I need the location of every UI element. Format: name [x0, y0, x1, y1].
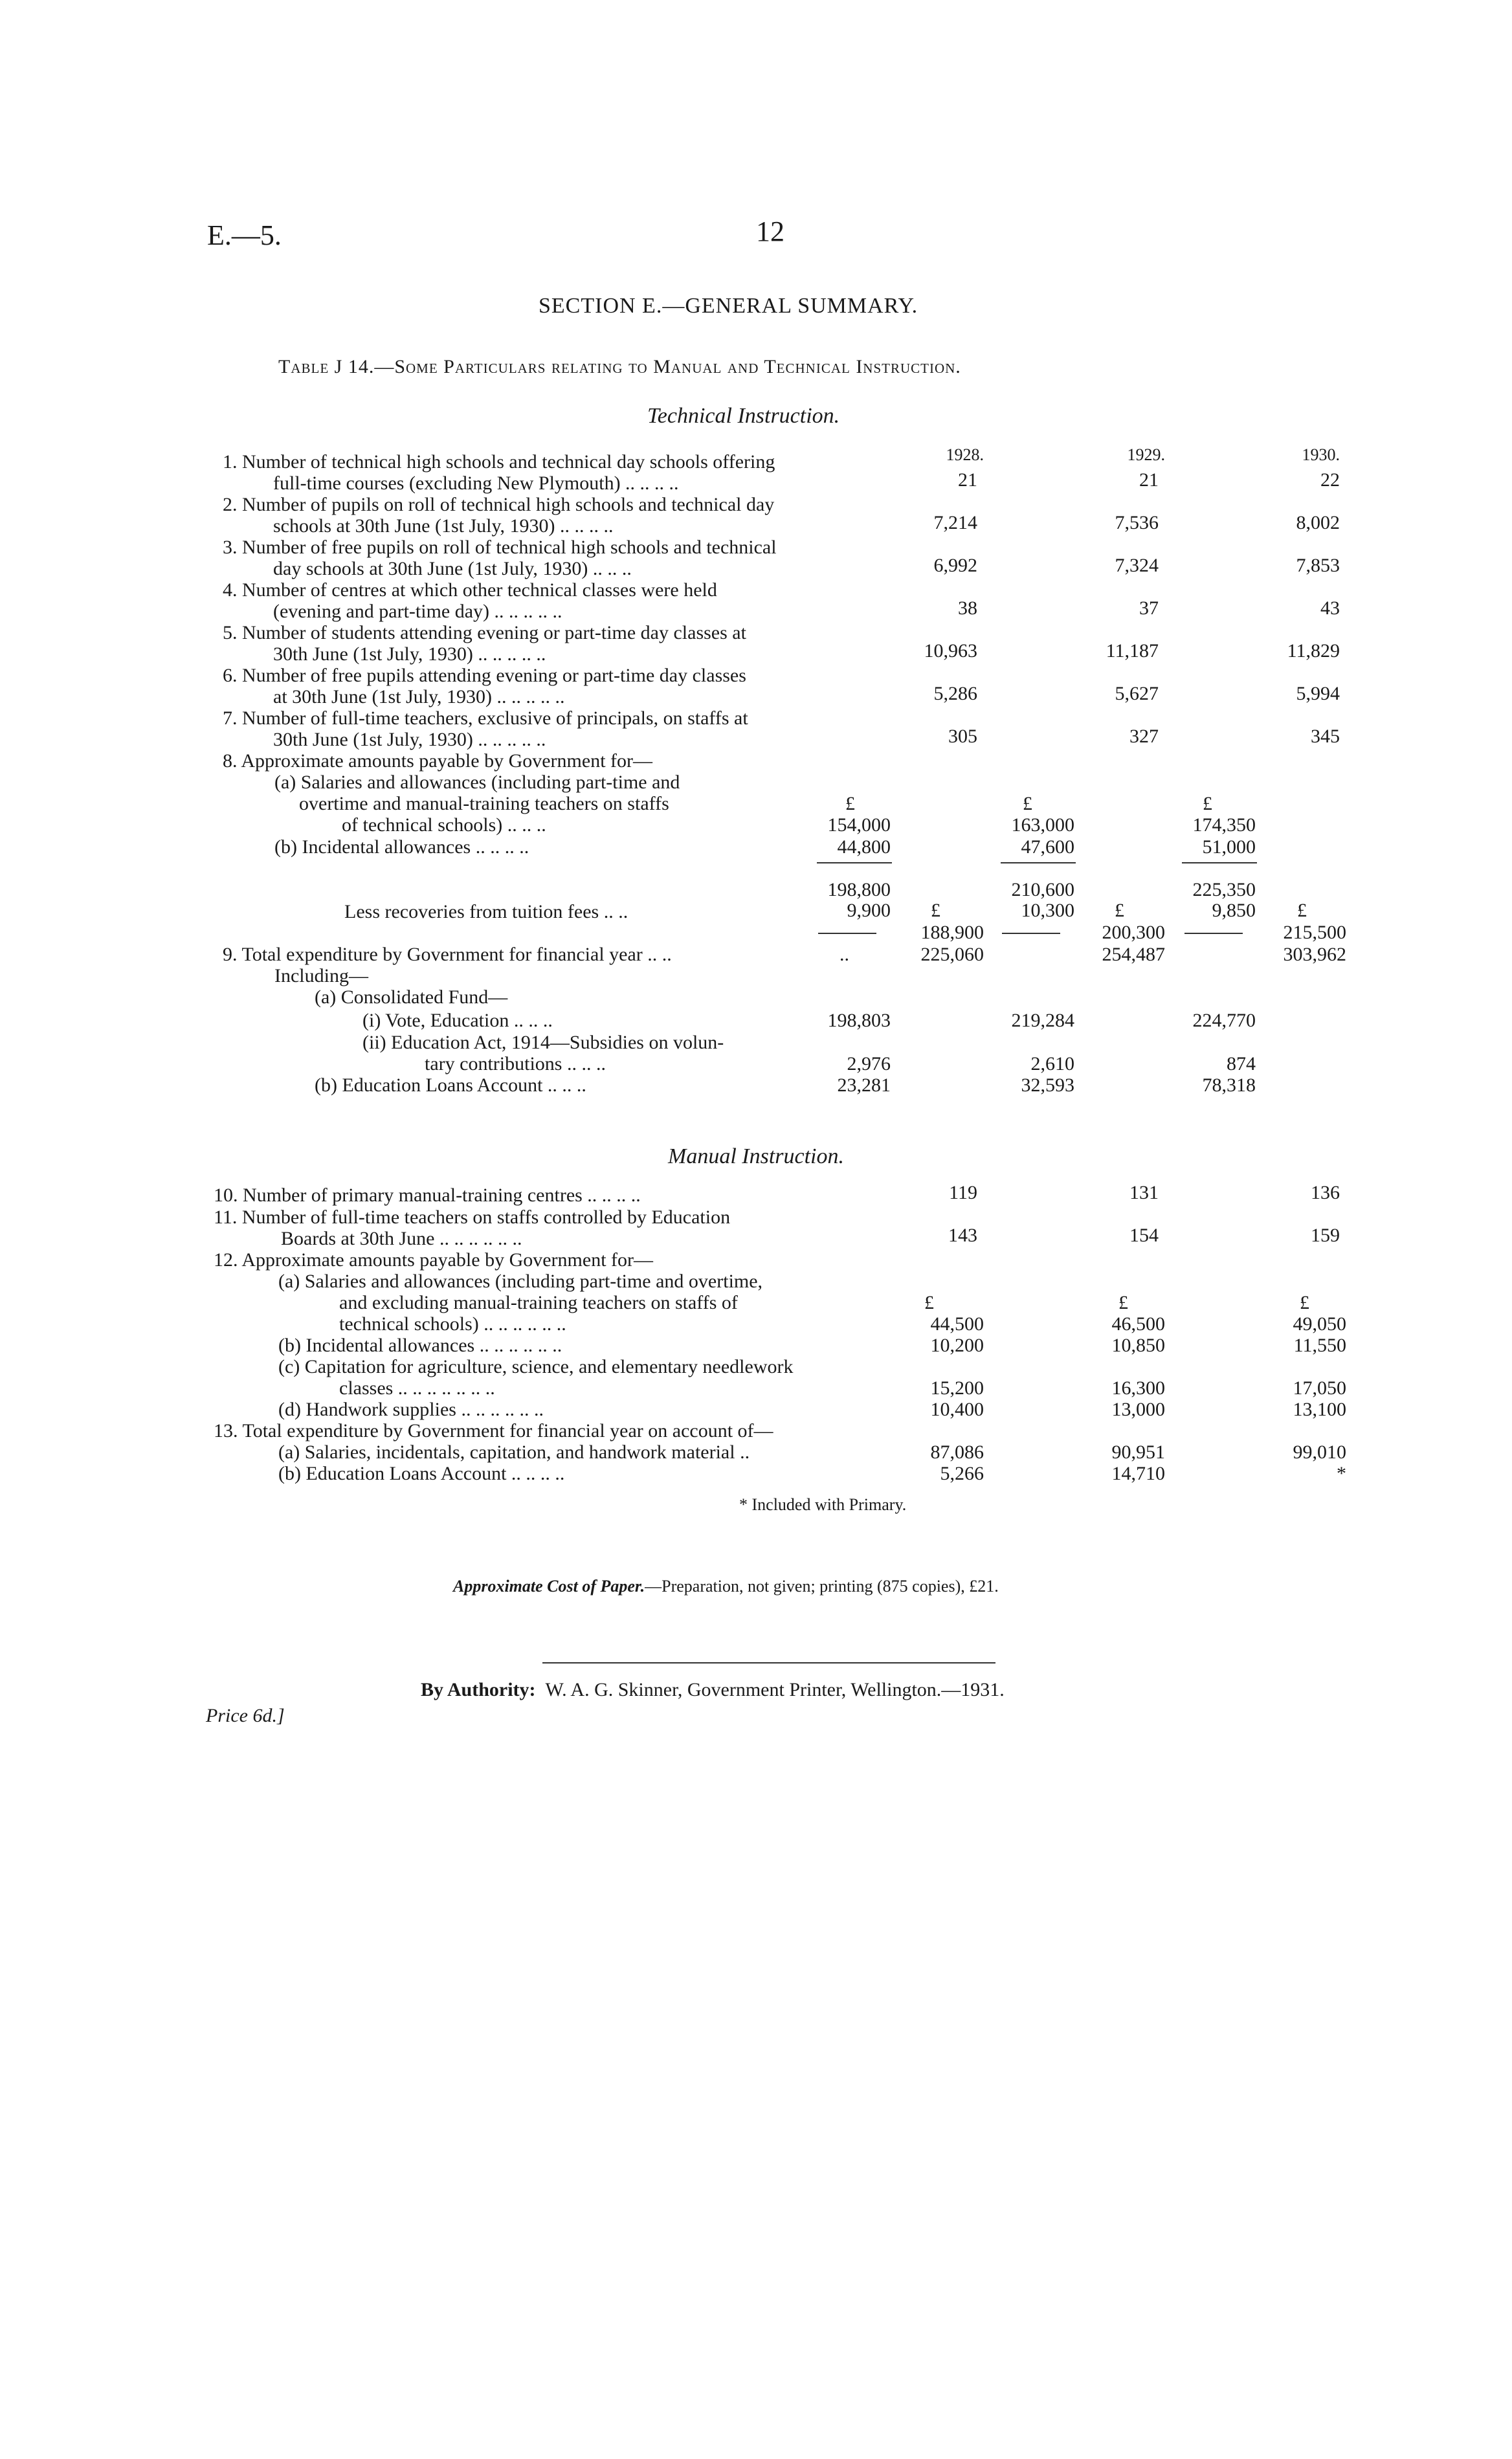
pound-sign-1929: £ [1118, 1292, 1128, 1313]
value-1929: 21 [1139, 469, 1159, 491]
value-1930: 22 [1320, 469, 1340, 491]
pound-sign-1929: £ [1023, 793, 1032, 814]
value-1930: 8,002 [1296, 512, 1340, 533]
value-1929: 11,187 [1106, 640, 1159, 662]
pound-sign-1930: £ [1300, 1292, 1309, 1313]
item-12a-line2: and excluding manual-training teachers on staffs of [339, 1292, 738, 1313]
table-title: Table J 14.—Some Particulars relating to Manual and Technical Instruction. [278, 356, 961, 377]
row-label: 3. Number of free pupils on roll of technical high schools and technical [223, 537, 777, 558]
item-8a-1930: 174,350 [1192, 814, 1256, 836]
page-number: 12 [756, 216, 784, 247]
value-1930: 159 [1311, 1225, 1340, 1246]
vote-education-1928: 198,803 [827, 1010, 891, 1031]
item-12c-1928: 15,200 [930, 1377, 984, 1399]
item-13a-1930: 99,010 [1293, 1441, 1346, 1463]
item-12b-1928: 10,200 [930, 1335, 984, 1356]
value-1929: 5,627 [1115, 683, 1159, 704]
cost-note [453, 1577, 999, 1596]
section-title: SECTION E.—GENERAL SUMMARY. [539, 294, 918, 318]
item-12b-1929: 10,850 [1111, 1335, 1165, 1356]
row-label-cont: day schools at 30th June (1st July, 1930) .. .. .. [273, 558, 632, 579]
net-1929: 200,300 [1102, 922, 1165, 943]
value-1928: 119 [949, 1182, 977, 1203]
item-13a-1928: 87,086 [930, 1441, 984, 1463]
authority-label: By Authority: [421, 1679, 536, 1700]
net-dash-1930 [1184, 933, 1243, 934]
row-label-cont: 30th June (1st July, 1930) .. .. .. .. .. [273, 643, 546, 665]
education-act-1928: 2,976 [847, 1053, 891, 1074]
item-12d-1930: 13,100 [1293, 1399, 1346, 1420]
education-act-line1: (ii) Education Act, 1914—Subsidies on volun- [362, 1032, 724, 1053]
vote-education-1929: 219,284 [1011, 1010, 1074, 1031]
item-12-label: 12. Approximate amounts payable by Government for— [214, 1249, 654, 1271]
value-1930: 345 [1311, 726, 1340, 747]
item-8a-line3: of technical schools) .. .. .. [342, 814, 546, 836]
pound-sign-net-1929: £ [1115, 900, 1124, 921]
authority-line [421, 1679, 1005, 1701]
cost-note-label: Approximate Cost of Paper. [453, 1577, 645, 1596]
value-1928: 21 [958, 469, 977, 491]
item-8a-line1: (a) Salaries and allowances (including part-time and [274, 772, 680, 793]
footnote: * Included with Primary. [739, 1495, 907, 1514]
subtotal-rule-1928 [817, 862, 892, 863]
item-13a-line: (a) Salaries, incidentals, capitation, and handwork material .. [278, 1441, 750, 1463]
value-1928: 5,286 [933, 683, 977, 704]
value-1929: 7,324 [1115, 555, 1159, 576]
consolidated-fund-label: (a) Consolidated Fund— [315, 986, 508, 1008]
item-12d-1928: 10,400 [930, 1399, 984, 1420]
row-label: 7. Number of full-time teachers, exclusive of principals, on staffs at [223, 707, 748, 729]
row-label: 6. Number of free pupils attending evening or part-time day classes [223, 665, 746, 686]
education-act-1930: 874 [1227, 1053, 1256, 1074]
value-1930: 11,829 [1287, 640, 1340, 662]
subtotal-1928: 198,800 [827, 879, 891, 900]
price: Price 6d.] [206, 1705, 285, 1726]
item-8a-1928: 154,000 [827, 814, 891, 836]
value-1928: 10,963 [924, 640, 977, 662]
item-12b-1930: 11,550 [1293, 1335, 1346, 1356]
item-8a-1929: 163,000 [1011, 814, 1074, 836]
vote-education-1930: 224,770 [1192, 1010, 1256, 1031]
value-1929: 131 [1129, 1182, 1159, 1203]
less-recoveries-1930: 9,850 [1212, 900, 1256, 921]
value-1930: 5,994 [1296, 683, 1340, 704]
value-1929: 327 [1129, 726, 1159, 747]
loans-account-1929: 32,593 [1021, 1074, 1074, 1096]
net-dash-1929 [1002, 933, 1060, 934]
less-recoveries-1929: 10,300 [1021, 900, 1074, 921]
item-12a-1930: 49,050 [1293, 1313, 1346, 1335]
subtotal-rule-1930 [1182, 862, 1257, 863]
row-label: 1. Number of technical high schools and technical day schools offering [223, 451, 775, 473]
cost-note-text: —Preparation, not given; printing (875 copies), £21. [645, 1577, 999, 1596]
row-label-cont: full-time courses (excluding New Plymouth) .. .. .. .. [273, 473, 679, 494]
less-recoveries-label: Less recoveries from tuition fees .. .. [344, 901, 628, 922]
net-dash-1928 [818, 933, 876, 934]
item-9-label: 9. Total expenditure by Government for financial year .. .. [223, 944, 672, 965]
item-13a-1929: 90,951 [1111, 1441, 1165, 1463]
item-13-label: 13. Total expenditure by Government for financial year on account of— [214, 1420, 773, 1441]
row-label-cont: Boards at 30th June .. .. .. .. .. .. [281, 1228, 522, 1249]
value-1929: 154 [1129, 1225, 1159, 1246]
pound-sign-1930: £ [1203, 793, 1212, 814]
loans-account-1930: 78,318 [1202, 1074, 1256, 1096]
value-1928: 143 [948, 1225, 977, 1246]
item-13b-1930: * [1337, 1463, 1346, 1484]
total-1930: 303,962 [1283, 944, 1346, 965]
item-8b-line: (b) Incidental allowances .. .. .. .. [274, 836, 529, 858]
value-1930: 136 [1311, 1182, 1340, 1203]
item-13b-1929: 14,710 [1111, 1463, 1165, 1484]
education-act-line2: tary contributions .. .. .. [425, 1053, 606, 1074]
pound-sign-1928: £ [845, 793, 855, 814]
item-12a-line1: (a) Salaries and allowances (including part-time and overtime, [278, 1271, 763, 1292]
item-13b-line: (b) Education Loans Account .. .. .. .. [278, 1463, 565, 1484]
education-act-1929: 2,610 [1030, 1053, 1074, 1074]
year-1929-heading: 1929. [1127, 445, 1165, 464]
row-label-cont: schools at 30th June (1st July, 1930) .. .. .. .. [273, 515, 614, 537]
total-1928: 225,060 [920, 944, 984, 965]
pound-sign-1928: £ [924, 1292, 934, 1313]
value-1930: 43 [1320, 597, 1340, 619]
row-label-cont: (evening and part-time day) .. .. .. .. .. [273, 601, 562, 622]
row-label: 11. Number of full-time teachers on staffs controlled by Education [214, 1207, 731, 1228]
leader-dots: .. [839, 944, 849, 965]
authority-text: W. A. G. Skinner, Government Printer, Wellington.—1931. [545, 1679, 1005, 1700]
row-label-cont: at 30th June (1st July, 1930) .. .. .. .. .. [273, 686, 565, 707]
item-12a-1928: 44,500 [930, 1313, 984, 1335]
item-8b-1930: 51,000 [1202, 836, 1256, 858]
subtotal-rule-1929 [1001, 862, 1076, 863]
value-1930: 7,853 [1296, 555, 1340, 576]
subtotal-1929: 210,600 [1011, 879, 1074, 900]
value-1929: 37 [1139, 597, 1159, 619]
pound-sign-net-1928: £ [931, 900, 940, 921]
item-12a-line3: technical schools) .. .. .. .. .. .. [339, 1313, 566, 1335]
loans-account-label: (b) Education Loans Account .. .. .. [315, 1074, 586, 1096]
manual-heading: Manual Instruction. [668, 1144, 844, 1168]
vote-education-label: (i) Vote, Education .. .. .. [362, 1010, 553, 1031]
row-label: 10. Number of primary manual-training centres .. .. .. .. [214, 1185, 641, 1206]
item-8-label: 8. Approximate amounts payable by Government for— [223, 750, 653, 772]
item-8a-line2: overtime and manual-training teachers on staffs [299, 793, 669, 814]
item-12b-line: (b) Incidental allowances .. .. .. .. .. .. [278, 1335, 562, 1356]
technical-heading: Technical Instruction. [647, 404, 840, 428]
item-12d-1929: 13,000 [1111, 1399, 1165, 1420]
item-12c-1929: 16,300 [1111, 1377, 1165, 1399]
value-1929: 7,536 [1115, 512, 1159, 533]
net-1928: 188,900 [920, 922, 984, 943]
item-12d-line: (d) Handwork supplies .. .. .. .. .. .. [278, 1399, 544, 1420]
value-1928: 38 [958, 597, 977, 619]
pound-sign-net-1930: £ [1297, 900, 1307, 921]
year-1930-heading: 1930. [1302, 445, 1340, 464]
row-label: 4. Number of centres at which other technical classes were held [223, 579, 717, 601]
value-1928: 305 [948, 726, 977, 747]
loans-account-1928: 23,281 [837, 1074, 891, 1096]
document-reference: E.—5. [207, 219, 282, 251]
row-label: 5. Number of students attending evening or part-time day classes at [223, 622, 746, 643]
authority-rule [542, 1662, 995, 1663]
total-1929: 254,487 [1102, 944, 1165, 965]
item-12c-line2: classes .. .. .. .. .. .. .. [339, 1377, 495, 1399]
including-label: Including— [274, 965, 368, 986]
row-label: 2. Number of pupils on roll of technical high schools and technical day [223, 494, 775, 515]
less-recoveries-1928: 9,900 [847, 900, 891, 921]
item-8b-1928: 44,800 [837, 836, 891, 858]
item-12c-line1: (c) Capitation for agriculture, science, and elementary needlework [278, 1356, 794, 1377]
year-1928-heading: 1928. [946, 445, 984, 464]
item-13b-1928: 5,266 [940, 1463, 984, 1484]
item-8b-1929: 47,600 [1021, 836, 1074, 858]
subtotal-1930: 225,350 [1192, 879, 1256, 900]
item-12c-1930: 17,050 [1293, 1377, 1346, 1399]
value-1928: 6,992 [933, 555, 977, 576]
row-label-cont: 30th June (1st July, 1930) .. .. .. .. .. [273, 729, 546, 750]
item-12a-1929: 46,500 [1111, 1313, 1165, 1335]
net-1930: 215,500 [1283, 922, 1346, 943]
value-1928: 7,214 [933, 512, 977, 533]
